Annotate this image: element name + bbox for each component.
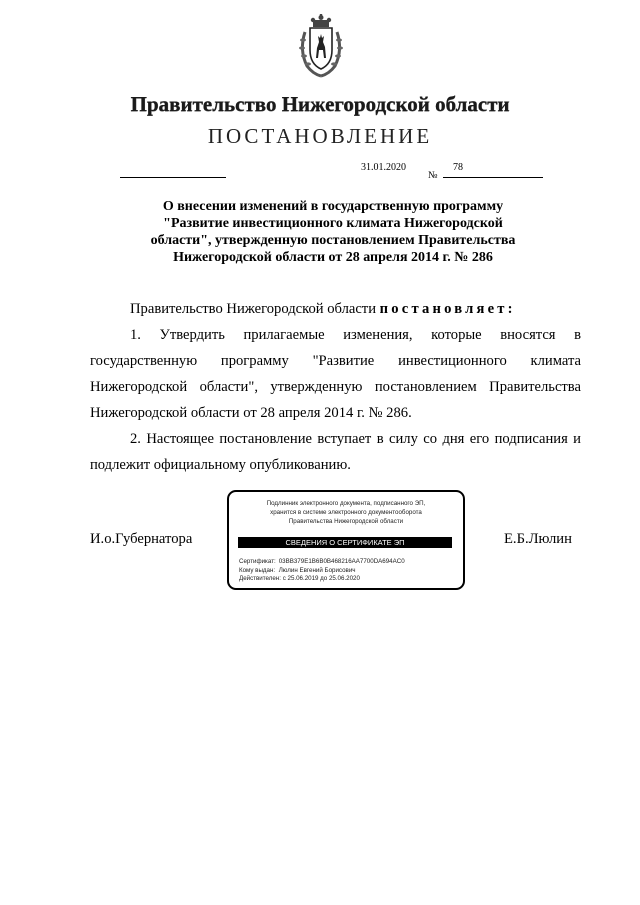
document-type: ПОСТАНОВЛЕНИЕ	[207, 124, 433, 148]
subject-line: "Развитие инвестиционного климата Нижегородской	[163, 216, 503, 231]
subject-line: О внесении изменений в государственную программу	[162, 199, 504, 214]
preamble-decree-word: постановляет:	[379, 301, 516, 317]
signer-position: И.о.Губернатора	[90, 531, 193, 547]
certificate-details	[239, 558, 405, 584]
paragraph-1: 1. Утвердить прилагаемые изменения, которые вносятся в государственную программу "Развитие инвестиционного климата Нижегородской области", утвержденную постановлением Правительства Нижегородской области от 28 апреля 2014 г. № 286.	[90, 327, 581, 421]
stamp-note-line: хранится в системе электронного документооборота	[270, 509, 422, 516]
date-line-left	[120, 177, 226, 178]
cert-value: 03BB379E1B6B0B468216AA7700DA694AC0	[278, 558, 405, 565]
signer-name: Е.Б.Люлин	[504, 531, 572, 547]
subject-line: области", утвержденную постановлением Правительства	[150, 233, 516, 248]
number-sign: №	[428, 170, 438, 181]
document-number: 78	[453, 162, 463, 173]
stamp-note	[229, 499, 463, 526]
government-title: Правительство Нижегородской области	[130, 92, 510, 116]
paragraph-2: 2. Настоящее постановление вступает в силу со дня его подписания и подлежит официальному опубликованию.	[90, 431, 581, 473]
preamble	[130, 296, 516, 322]
stamp-note-line: Правительства Нижегородской области	[288, 518, 404, 525]
number-line	[443, 177, 543, 178]
valid-label: Действителен:	[239, 575, 281, 582]
preamble-text: Правительство Нижегородской области	[130, 301, 380, 317]
stamp-note-line: Подлинник электронного документа, подписанного ЭП,	[266, 500, 426, 507]
issued-label: Кому выдан:	[239, 566, 276, 574]
cert-label: Сертификат:	[239, 558, 276, 565]
coat-of-arms-icon	[297, 14, 345, 78]
document-subject	[120, 198, 546, 266]
subject-line: Нижегородской области от 28 апреля 2014 г. № 286	[173, 250, 493, 265]
certificate-info-bar: СВЕДЕНИЯ О СЕРТИФИКАТЕ ЭП	[238, 537, 452, 548]
valid-value: с 25.06.2019 до 25.06.2020	[282, 575, 360, 582]
electronic-signature-stamp	[227, 490, 465, 590]
document-date: 31.01.2020	[361, 162, 406, 173]
issued-value: Люлин Евгений Борисович	[278, 566, 356, 574]
